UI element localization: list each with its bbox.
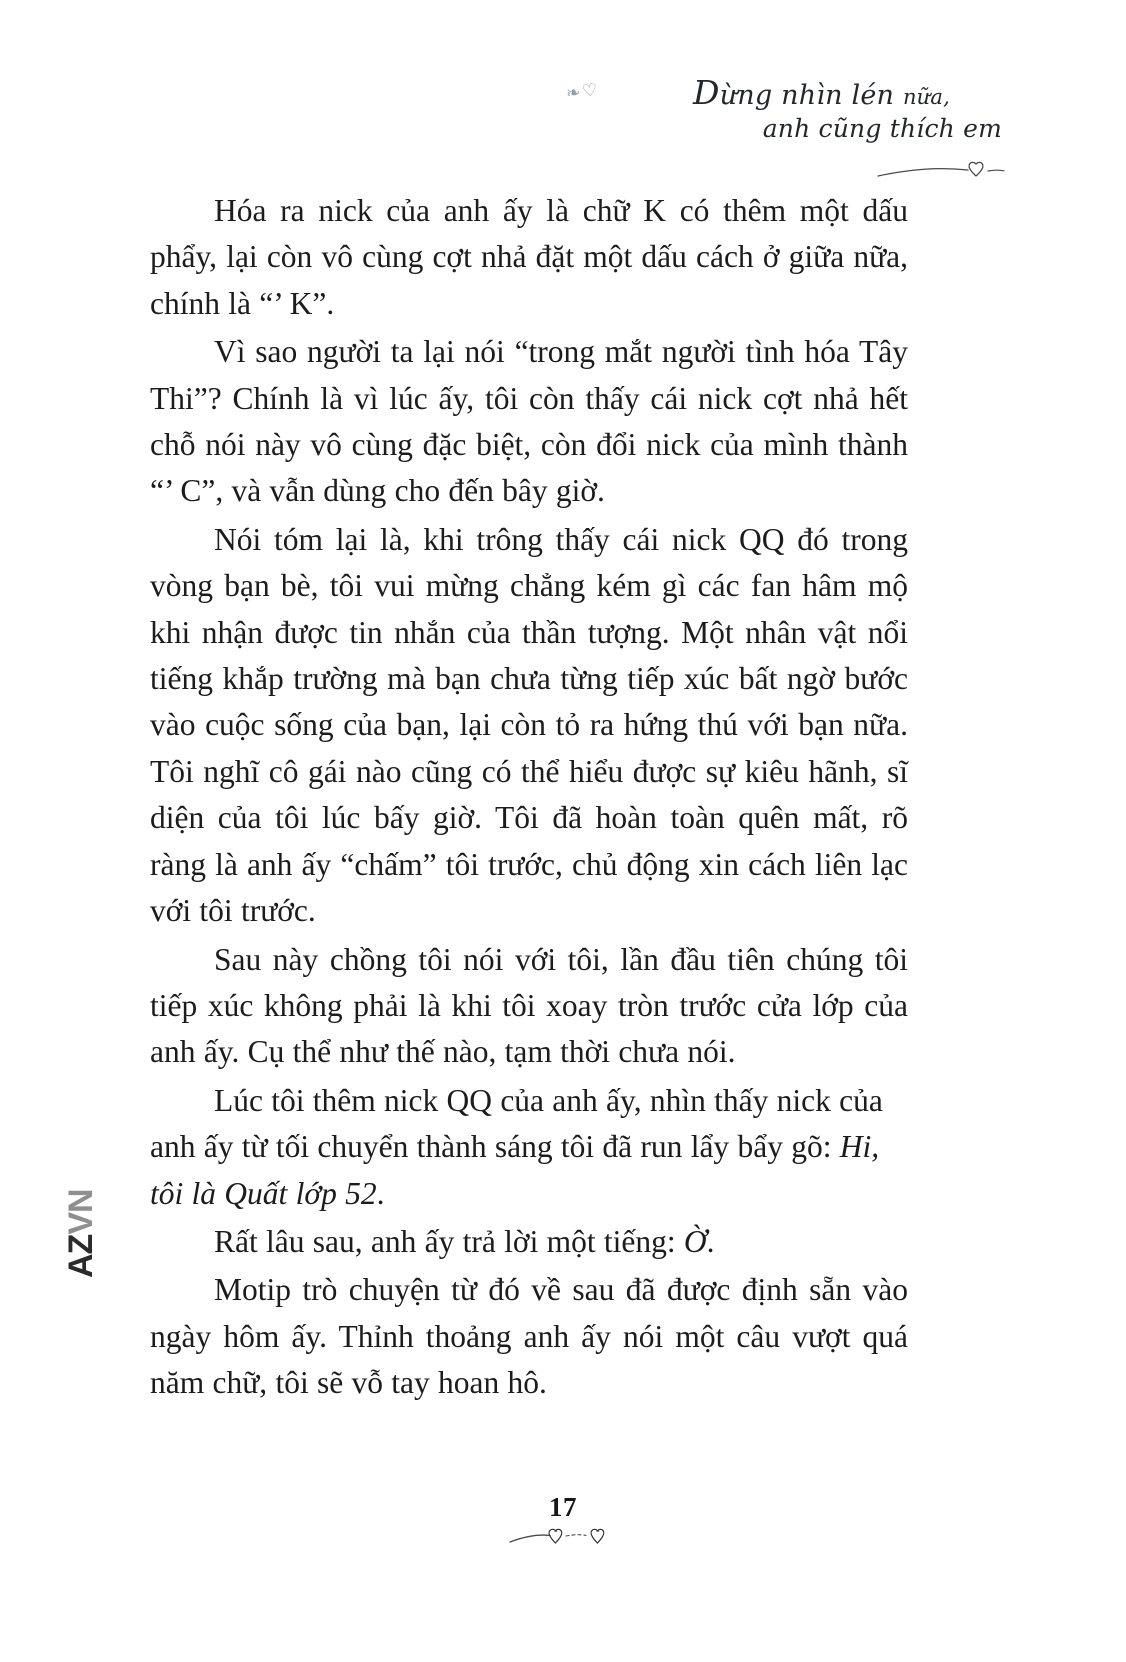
paragraph-with-italic	[150, 1219, 908, 1265]
watermark-line-2: VN	[62, 1189, 100, 1235]
paragraph: Hóa ra nick của anh ấy là chữ K có thêm một dấu phẩy, lại còn vô cùng cợt nhả đặt một dấu cách ở giữa nữa, chính là “’ K”.	[150, 193, 908, 321]
paragraph: Sau này chồng tôi nói với tôi, lần đầu tiên chúng tôi tiếp xúc không phải là khi tôi xoay tròn trước cửa lớp của anh ấy. Cụ thể như thế nào, tạm thời chưa nói.	[150, 941, 908, 1070]
publisher-watermark-logo	[62, 1189, 102, 1398]
heart-swash-ornament-icon	[508, 1526, 618, 1548]
running-head-line-1-small: nữa,	[902, 85, 950, 109]
paragraph: Vì sao người ta lại nói “trong mắt người tình hóa Tây Thi”? Chính là vì lúc ấy, tôi còn thấy cái nick cợt nhả hết chỗ nói này vô cùng đặc biệt, còn đổi nick của mình thành “’ C”, và vẫn dùng cho đến bây giờ.	[150, 334, 908, 509]
swash-ornament-icon	[876, 158, 1006, 184]
running-head-line-2: anh cũng thích em	[762, 114, 1002, 143]
paragraph: Motip trò chuyện từ đó về sau đã được định sẵn vào ngày hôm ấy. Thỉnh thoảng anh ấy nói một câu vượt quá năm chữ, tôi sẽ vỗ tay hoan hô.	[150, 1272, 908, 1401]
watermark-line-1: AZ	[62, 1234, 100, 1278]
footer-ornament	[0, 1525, 1126, 1549]
publisher-watermark-text	[62, 1189, 100, 1278]
paragraph-text-tail: .	[376, 1175, 385, 1211]
paragraph: Nói tóm lại là, khi trông thấy cái nick QQ đó trong vòng bạn bè, tôi vui mừng chẳng kém gì các fan hâm mộ khi nhận được tin nhắn của thần tượng. Một nhân vật nổi tiếng khắp trường mà bạn chưa từng tiếp xúc bất ngờ bước vào cuộc sống của bạn, lại còn tỏ ra hứng thú với bạn nữa. Tôi nghĩ cô gái nào cũng có thể hiểu được sự kiêu hãnh, sĩ diện của tôi lúc bấy giờ. Tôi đã hoàn toàn quên mất, rõ ràng là anh ấy “chấm” tôi trước, chủ động xin cách liên lạc với tôi trước.	[150, 521, 908, 929]
running-head	[538, 73, 1008, 178]
paragraph-text: Rất lâu sau, anh ấy trả lời một tiếng:	[214, 1223, 684, 1259]
running-head-line-1-text: ừng nhìn lén	[719, 80, 895, 111]
italic-phrase: Hi, tôi là Quất lớp 52	[150, 1129, 880, 1211]
paragraph-text-tail: .	[706, 1223, 715, 1259]
page-number: 17	[549, 1492, 577, 1522]
running-head-dropcap: D	[693, 73, 720, 112]
heart-ornament-icon: ❧♡	[564, 79, 601, 104]
paragraph-with-italic	[150, 1078, 908, 1217]
paragraph-text: Lúc tôi thêm nick QQ của anh ấy, nhìn thấy nick của anh ấy từ tối chuyển thành sáng tôi đã run lẩy bẩy gõ:	[150, 1082, 883, 1165]
running-head-line-1	[538, 73, 1008, 112]
italic-phrase: Ờ	[683, 1223, 707, 1259]
body-text	[150, 188, 908, 1409]
page-footer	[0, 1492, 1126, 1549]
